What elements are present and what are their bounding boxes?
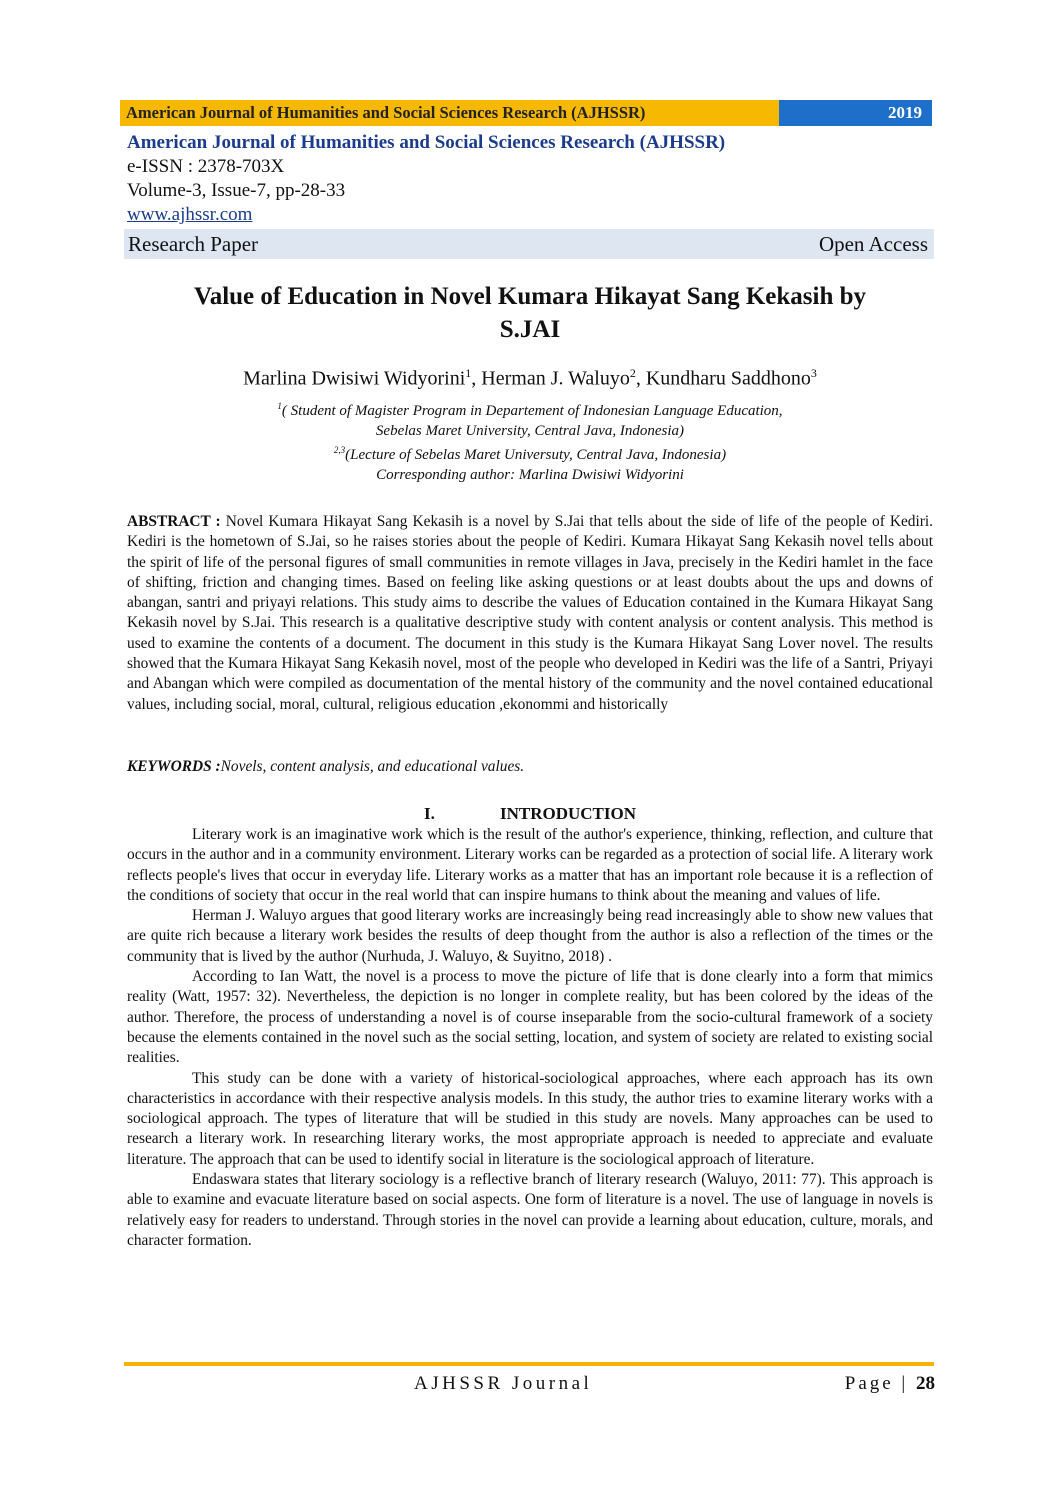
abstract-text: Novel Kumara Hikayat Sang Kekasih is a novel by S.Jai that tells about the side of life of the people of Kediri. Kediri is the hometown of S.Jai, so he raises stories about the people of Kediri. Kumara Hikayat Sang Kekasih novel tells about the spirit of life of the personal figures of small communities in remote villages in Java, precisely in the Kediri hamlet in the face of shifting, friction and changing times. Based on feeling like asking questions or at least doubts about the ups and downs of abangan, santri and priyayi relations. This study aims to describe the values of Education contained in the Kumara Hikayat Sang Kekasih novel by S.Jai. This research is a qualitative descriptive study with content analysis or content analysis. This method is used to examine the contents of a document. The document in this study is the Kumara Hikayat Sang Lover novel. The results showed that the Kumara Hikayat Sang Kekasih novel, most of the people who developed in Kediri was the life of a Santri, Priyayi and Abangan which were compiled as documentation of the mental history of the community and the novel contained educational values, including social, moral, cultural, religious education ,ekonommi and historically [127,513,934,713]
author-3: , Kundharu Saddhono [635,367,811,390]
author-1: Marlina Dwisiwi Widyorini [243,367,466,390]
author-2: , Herman J. Waluyo [471,367,630,390]
intro-paragraph-5: Endaswara states that literary sociology is a reflective branch of literary research (Waluyo, 2011: 77). This approach is able to examine and evacuate literature based on social aspects. One form of literature is a novel. The use of language in novels is relatively easy for readers to understand. Through stories in the novel can provide a learning about education, culture, morals, and character formation. [127,1171,933,1249]
section-heading-introduction [424,804,636,824]
volume-info: Volume-3, Issue-7, pp-28-33 [127,180,346,201]
access-type: Open Access [818,231,928,256]
keywords-label: KEYWORDS : [127,758,221,775]
paper-title [120,280,940,346]
page-number: 28 [916,1373,935,1394]
abstract [127,512,933,715]
issn: e-ISSN : 2378-703X [127,156,285,177]
journal-name: American Journal of Humanities and Social Sciences Research (AJHSSR) [127,132,726,153]
keywords [127,757,933,777]
intro-paragraph-2: Herman J. Waluyo argues that good literary works are increasingly being read increasingly able to show new values that are quite rich because a literary work besides the results of deep thought from the author is also a reflection of the times or the community that is lived by the author (Nurhuda, J. Waluyo, & Suyitno, 2018) . [127,907,933,965]
running-header-journal: American Journal of Humanities and Social Sciences Research (AJHSSR) [120,100,779,126]
journal-website-link[interactable]: www.ajhssr.com [127,204,253,225]
affil-1-marker: 1 [277,401,282,411]
affil-2-line: (Lecture of Sebelas Maret Universuty, Central Java, Indonesia) [345,447,727,463]
affiliations [120,397,940,485]
affil-1-line-1: ( Student of Magister Program in Departement of Indonesian Language Education, [281,403,783,419]
intro-paragraph-1: Literary work is an imaginative work which is the result of the author's experience, thinking, reflection, and culture that occurs in the author and in a community environment. Literary works can be regarded as a protection of social life. A literary work reflects people's lives that occur in everyday life. Literary works as a matter that has an important role because it is a reflection of the conditions of society that occur in the real world that can inspire humans to think about the meaning and values of life. [127,826,933,904]
affil-1-line-2: Sebelas Maret University, Central Java, Indonesia) [375,422,685,439]
paper-type-bar [124,229,934,259]
author-3-affil: 3 [810,366,817,380]
author-2-affil: 2 [629,366,636,380]
paper-title-line-2: S.JAI [499,316,561,343]
introduction-body [127,825,933,1251]
intro-paragraph-3: According to Ian Watt, the novel is a process to move the picture of life that is done clearly into a form that mimics reality (Watt, 1957: 32). Nevertheless, the depiction is no longer in complete reality, but has been colored by the ideas of the author. Therefore, the process of understanding a novel is of course inseparable from the socio-cultural framework of a society because the elements contained in the novel such as the social setting, location, and system of society are related to existing social realities. [127,968,933,1067]
author-list [120,366,940,391]
running-header-year: 2019 [779,100,932,126]
footer-page [845,1373,935,1395]
keywords-text: Novels, content analysis, and educational values. [220,758,525,775]
footer-journal: AJHSSR Journal [414,1373,593,1394]
section-title: INTRODUCTION [500,804,637,823]
author-1-affil: 1 [465,366,472,380]
section-number: I. [424,804,435,823]
publication-info [127,131,933,227]
affil-2-marker: 2,3 [333,445,346,455]
abstract-label: ABSTRACT : [127,513,226,530]
footer-divider [124,1362,934,1366]
footer-page-label: Page | [844,1373,916,1394]
paper-title-line-1: Value of Education in Novel Kumara Hikayat Sang Kekasih by [193,283,867,310]
intro-paragraph-4: This study can be done with a variety of historical-sociological approaches, where each approach has its own characteristics in accordance with their respective analysis models. In this study, the author tries to examine literary works with a sociological approach. The types of literature that will be studied in this study are novels. Many approaches can be used to research a literary work. In researching literary works, the most appropriate approach is needed to appreciate and evaluate literature. The approach that can be used to identify social in literature is the sociological approach of literature. [127,1069,933,1168]
paper-type: Research Paper [128,231,259,256]
corresponding-author: Corresponding author: Marlina Dwisiwi Widyorini [376,466,684,483]
running-header [120,100,932,126]
